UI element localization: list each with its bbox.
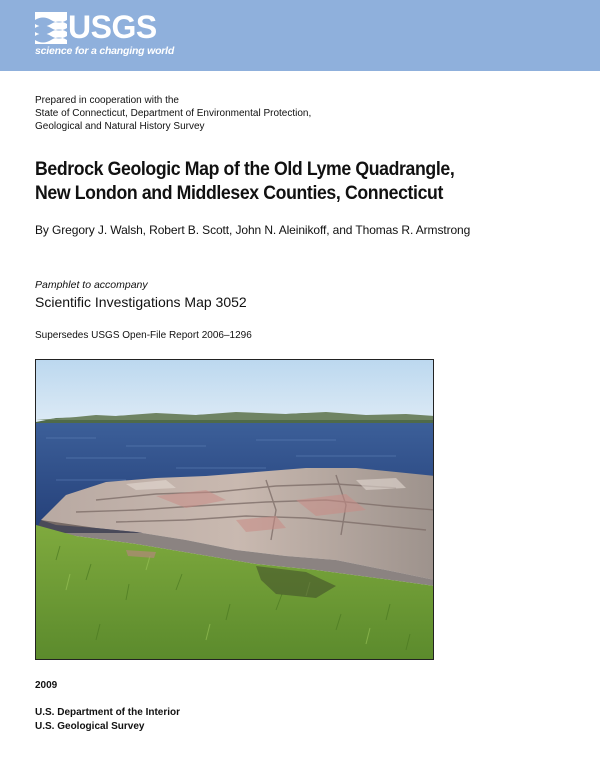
publisher-line-2: U.S. Geological Survey	[35, 721, 145, 732]
cooperation-line-2: State of Connecticut, Department of Environmental Protection,	[35, 108, 312, 119]
authors: By Gregory J. Walsh, Robert B. Scott, John N. Aleinikoff, and Thomas R. Armstrong	[35, 223, 471, 237]
title-line-1: Bedrock Geologic Map of the Old Lyme Quadrangle,	[35, 159, 455, 180]
usgs-tagline: science for a changing world	[35, 45, 175, 57]
publication-year: 2009	[35, 680, 58, 691]
cooperation-line-3: Geological and Natural History Survey	[35, 121, 205, 132]
publisher-block	[35, 706, 180, 734]
usgs-logo[interactable]	[35, 10, 175, 62]
usgs-logo-text: USGS	[68, 9, 157, 45]
publisher-line-1: U.S. Department of the Interior	[35, 707, 181, 718]
report-series: Scientific Investigations Map 3052	[35, 294, 247, 310]
usgs-wave-icon	[35, 12, 67, 44]
title-line-2: New London and Middlesex Counties, Connecticut	[35, 183, 443, 204]
supersedes-note: Supersedes USGS Open-File Report 2006–1296	[35, 330, 252, 341]
cover-photo	[35, 359, 434, 660]
usgs-banner	[0, 0, 600, 71]
coastal-bedrock-photo-icon	[36, 360, 434, 660]
document-title	[35, 158, 537, 206]
pamphlet-label: Pamphlet to accompany	[35, 279, 148, 291]
cooperation-line-1: Prepared in cooperation with the	[35, 95, 179, 106]
cooperation-statement	[35, 94, 375, 133]
